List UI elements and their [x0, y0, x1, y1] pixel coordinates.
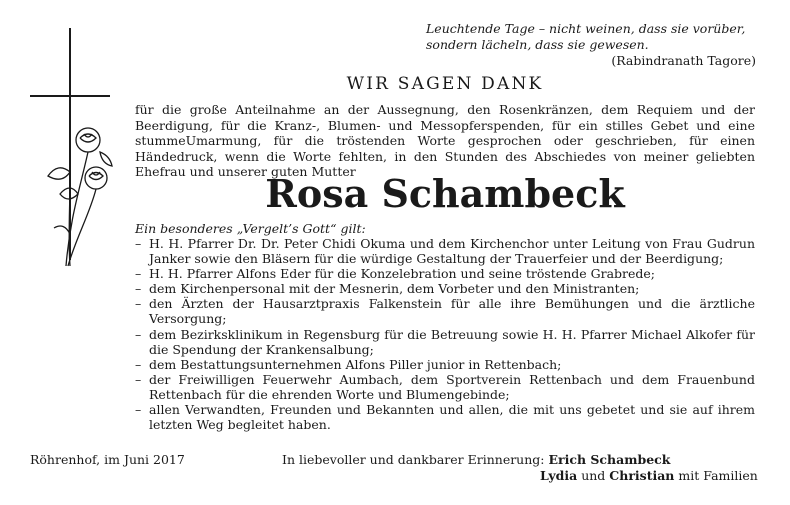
signer-lydia: Lydia [540, 468, 578, 483]
list-item: – dem Bestattungsunternehmen Alfons Piller junior in Rettenbach; [135, 356, 562, 372]
families-text: mit Familien [678, 468, 758, 483]
quote-line-2: sondern lächeln, dass sie gewesen. [426, 37, 649, 52]
page-heading: WIR SAGEN DANK [346, 74, 544, 94]
signer-christian: Christian [609, 468, 675, 483]
quote-author: (Rabindranath Tagore) [611, 53, 756, 68]
quote-line-1: Leuchtende Tage – nicht weinen, dass sie vorüber, [426, 21, 746, 36]
list-item: – allen Verwandten, Freunden und Bekannten und allen, die mit uns gebetet und sie auf ihrem letzten Weg begleitet haben. [135, 402, 755, 433]
signature-block [282, 452, 758, 484]
list-item: – H. H. Pfarrer Alfons Eder für die Konzelebration und seine tröstende Grabrede; [135, 266, 656, 282]
roses-icon [40, 118, 120, 268]
deceased-name: Rosa Schambeck [265, 171, 625, 216]
place-date: Röhrenhof, im Juni 2017 [30, 452, 185, 467]
list-item: – der Freiwilligen Feuerwehr Aumbach, dem Sportverein Rettenbach und dem Frauenbund Rettenbach für die ehrenden Worte und Blumengebinde; [135, 371, 755, 402]
list-item: – H. H. Pfarrer Dr. Dr. Peter Chidi Okuma und dem Kirchenchor unter Leitung von Frau Gudrun Janker sowie den Bläsern für die würdige Gestaltung der Trauerfeier und der Beerdigung; [135, 236, 755, 267]
cross-horizontal-bar [30, 95, 110, 97]
thanks-list [135, 236, 755, 432]
and-word: und [581, 468, 606, 483]
intro-paragraph: für die große Anteilnahme an der Aussegnung, den Rosenkränzen, dem Requiem und der Beerdigung, für die Kranz-, Blumen- und Messopferspenden, für ein stilles Gebet und eine stummeUmarmung, für die tröstenden Worte gesprochen oder geschrieben, für einen Händedruck, wenn die Worte fehlten, in den Stunden des Abschiedes von meiner geliebten Ehefrau und unserer guten Mutter [135, 102, 755, 180]
signer-erich: Erich Schambeck [548, 452, 671, 467]
thanks-title: Ein besonderes „Vergelt’s Gott“ gilt: [135, 221, 366, 236]
list-item: – dem Bezirksklinikum in Regensburg für die Betreuung sowie H. H. Pfarrer Michael Alkofer für die Spendung der Krankensalbung; [135, 326, 755, 357]
list-item: – dem Kirchenpersonal mit der Mesnerin, dem Vorbeter und den Ministranten; [135, 281, 640, 297]
list-item: – den Ärzten der Hausarztpraxis Falkenstein für alle ihre Bemühungen und die ärztliche Versorgung; [135, 296, 755, 327]
memory-label: In liebevoller und dankbarer Erinnerung: [282, 452, 545, 467]
epigraph-quote [426, 21, 756, 69]
